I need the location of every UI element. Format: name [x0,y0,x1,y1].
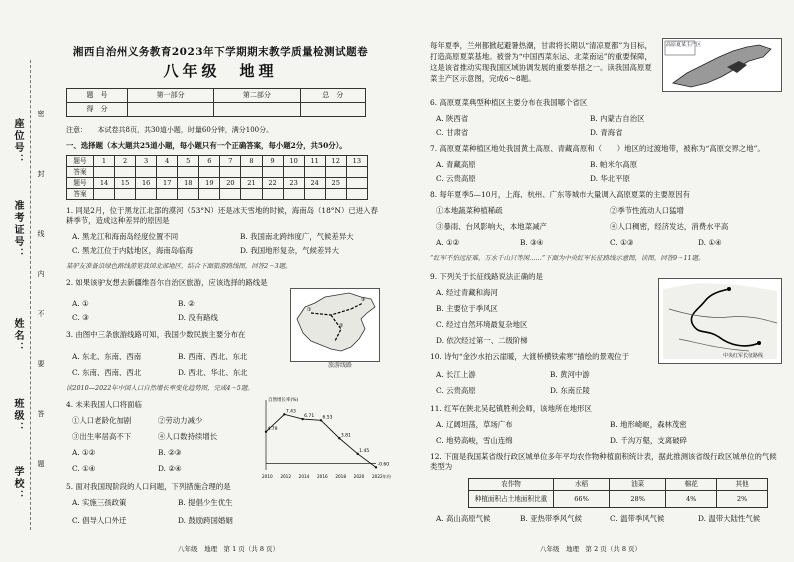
vegetable-region-map [662,38,782,92]
page-footer: 八年级 地理 第 1 页（共 8 页） [178,545,280,553]
answer-cell[interactable] [346,167,367,178]
option-b[interactable]: B. 主要位于季风区 [436,304,498,313]
score-cell: 第一部分 [128,89,214,103]
option-b[interactable]: B. 黄河中游 [550,370,590,379]
series-line [266,414,376,467]
answer-cell[interactable] [220,189,241,200]
question-10: 10. 诗句“金沙水拍云崖暖，大渡桥横铁索寒”描绘的景观位于 [430,352,630,361]
answer-cell[interactable] [241,189,262,200]
data-label: 6.53 [322,415,333,421]
statement-4: ④人口稠密，经济发达，消费水平高 [610,222,729,231]
option-a[interactable]: A. 青藏高原 [436,160,476,169]
name-label: 姓名： [12,318,23,354]
option-d[interactable]: D. 依次经过第一、二级阶梯 [436,336,528,345]
option-d[interactable]: D. 没有路线 [178,313,218,322]
answer-number-cell: 13 [346,156,367,167]
option-b[interactable]: B. 亚热带季风气候 [520,514,582,523]
option-d[interactable]: D. 西北、华北、东北 [178,368,248,377]
china-outline-icon [291,289,379,361]
svg-text:②: ② [339,323,344,329]
option-b[interactable]: B. 提倡少生优生 [178,498,233,507]
score-table [66,88,366,117]
seal-note: 答 [37,410,45,417]
question-6: 6. 高原夏菜典型种植区主要分布在我国哪个省区 [430,98,588,107]
answer-number-cell: 16 [136,178,157,189]
option-b[interactable]: B. ②③ [158,448,182,457]
score-cell: 第二部分 [214,89,300,103]
seal-note: 密 [37,110,45,117]
seal-note: 要 [37,360,45,367]
answer-number-cell: 2 [115,156,136,167]
seal-line [30,60,31,530]
answer-cell[interactable] [304,189,325,200]
answer-number-cell: 23 [283,178,304,189]
option-b[interactable]: B. 内蒙古自治区 [590,114,645,123]
option-c[interactable]: C. ③ [72,313,89,322]
option-a[interactable]: A. 陕西省 [436,114,469,123]
seal-note: 线 [37,230,45,237]
answer-number-cell: 11 [304,156,325,167]
answer-cell[interactable] [325,189,346,200]
answer-number-cell: 21 [241,178,262,189]
option-c[interactable]: C. 东南、西南、西北 [72,368,142,377]
school-label: 学校： [12,466,23,502]
x-tick-label: 2014 [298,474,310,479]
statement-2: ②季节性流动人口猛增 [610,206,684,215]
answer-cell[interactable] [136,167,157,178]
option-d[interactable]: D. 东南丘陵 [550,386,590,395]
answer-cell[interactable] [283,189,304,200]
answer-number-cell: 6 [199,156,220,167]
table-header: 其他 [717,479,768,491]
left-column [58,0,392,562]
option-a[interactable]: A. ①② [436,238,460,247]
answer-number-cell: 12 [325,156,346,167]
question-7: 7. 高原夏菜种植区地处我国黄土高原、青藏高原和（ ）地区的过渡地带，被称为“高原交界之地”。 [430,144,765,153]
seal-note: 不 [37,310,45,317]
option-a[interactable]: A. 黑龙江和海南岛经度位置不同 [72,232,179,241]
question-4: 4. 未来我国人口将面临 [66,400,142,409]
option-b[interactable]: B. ③④ [520,238,544,247]
statement-3: ③暴雨、台风影响大，本地菜减产 [436,222,547,231]
exam-title: 湘西自治州义务教育2023年下学期期末教学质量检测试题卷 [72,46,369,58]
option-c[interactable]: C. 地势高峻，雪山连绵 [436,436,513,445]
option-d[interactable]: D. 我国地形复杂，气候差异大 [240,246,340,255]
answer-number-cell: 19 [199,178,220,189]
data-label: 3.81 [340,433,351,439]
option-d[interactable]: D. 华北平原 [590,174,630,183]
travel-route-map [290,288,380,362]
answer-cell[interactable] [346,189,367,200]
statement-1: ①人口老龄化加剧 [72,416,132,425]
option-b[interactable]: B. 西南、西北、东北 [178,352,248,361]
answer-table [66,155,368,200]
crop-table [468,478,768,508]
x-tick-label: 2020 [353,474,365,479]
option-c[interactable]: C. 甘肃省 [436,128,469,137]
y-axis-label: 自然增长率(%) [268,398,299,403]
answer-cell[interactable] [220,167,241,178]
long-march-map [658,278,782,364]
option-c[interactable]: C. ①④ [72,464,96,473]
x-tick-label: 2022年份 [372,474,392,479]
score-input-cell[interactable] [128,103,214,117]
option-b[interactable]: B. 地形崎岖，森林茂密 [610,420,687,429]
option-d[interactable]: D. 千沟万壑，支离破碎 [610,436,687,445]
answer-cell[interactable] [115,167,136,178]
table-header: 农作物 [469,479,554,491]
statement-2: ②劳动力减少 [158,416,203,425]
population-growth-chart [254,394,392,486]
score-cell: 总 分 [300,89,365,103]
notice-text: 注意： 本试卷共8页，共30道小题，时量60分钟，满分100分。 [66,126,274,134]
answer-cell[interactable] [157,189,178,200]
exam-grade: 八年级 地理 [163,62,278,80]
page-footer: 八年级 地理 第 2 页（共 8 页） [540,545,642,553]
score-cell: 得 分 [67,103,128,117]
answer-cell[interactable] [199,189,220,200]
answer-cell[interactable] [157,167,178,178]
option-d[interactable]: D. ②④ [158,464,182,473]
data-label: 4.79 [267,426,278,432]
right-column [430,0,785,562]
answer-cell[interactable] [115,189,136,200]
question-8: 8. 每年夏季5—10月，上海、杭州、广东等城市大量调入高原夏菜的主要原因有 [430,190,691,199]
question-2: 2. 如果该驴友想去新疆维吾尔自治区旅游，应该选择的路线是 [66,278,268,287]
svg-text:①: ① [307,307,312,313]
score-cell: 题 号 [67,89,128,103]
answer-number-cell: 7 [220,156,241,167]
table-header: 油菜 [610,479,666,491]
answer-number-cell: 8 [241,156,262,167]
seal-note: 题 [37,460,45,467]
answer-cell[interactable] [199,167,220,178]
option-d[interactable]: D. ①④ [698,238,722,247]
question-9: 9. 下列关于长征线路说法正确的是 [430,272,543,281]
answer-number-cell: 24 [304,178,325,189]
answer-number-cell: 题号 [67,156,94,167]
answer-number-cell: 1 [94,156,115,167]
table-cell: 4% [666,491,717,508]
option-b[interactable]: B. ② [178,299,195,308]
option-a[interactable]: A. ① [72,299,89,308]
option-d[interactable]: D. 温带大陆性气候 [698,514,761,523]
map-caption: 旅游线路 [328,362,353,369]
answer-number-cell: 4 [157,156,178,167]
option-c[interactable]: C. 云贵高原 [436,386,476,395]
option-c[interactable]: C. 倡导人口外迁 [72,516,127,525]
option-a[interactable]: A. 实施三孩政策 [72,498,127,507]
seal-note: 内 [37,270,45,277]
answer-number-cell: 20 [220,178,241,189]
answer-number-cell [346,178,367,189]
question-3: 3. 由图中三条旅游线路可知，我国少数民族主要分布在 [66,330,246,339]
data-label: 1.45 [359,448,370,454]
table-header: 棉花 [666,479,717,491]
option-b[interactable]: B. 帕米尔高原 [590,160,638,169]
x-tick-label: 2018 [335,474,347,479]
question-11: 11. 红军在陕北吴起镇胜利会师，该地所在地形区 [430,404,592,413]
answer-cell[interactable] [94,189,115,200]
answer-number-cell: 5 [178,156,199,167]
map-caption: 高原夏菜主产区 [666,42,702,48]
answer-cell[interactable] [262,189,283,200]
option-c[interactable]: C. 黑龙江位于内陆地区，海南岛临海 [72,246,193,255]
table-cell: 2% [717,491,768,508]
option-b[interactable]: B. 我国南北跨纬度广，气候差异大 [240,232,354,241]
answer-number-cell: 题号 [67,178,94,189]
answer-number-cell: 18 [178,178,199,189]
answer-cell: 答案 [67,189,94,200]
option-a[interactable]: A. 高山高原气候 [436,514,491,523]
statement-3: ③出生率居高不下 [72,432,132,441]
option-a[interactable]: A. 长江上游 [436,370,476,379]
data-label: 6.71 [304,414,315,420]
x-tick-label: 2016 [317,474,328,479]
answer-cell[interactable] [178,189,199,200]
answer-number-cell: 3 [136,156,157,167]
table-header: 水稻 [554,479,610,491]
seal-note: 封 [37,170,45,177]
option-d[interactable]: D. 鼓励跨国婚姻 [178,516,233,525]
answer-cell[interactable] [136,189,157,200]
group-hint: 读2010—2022年中国人口自然增长率变化趋势图，完成4～5题。 [66,384,254,392]
table-cell: 66% [554,491,610,508]
answer-number-cell: 14 [94,178,115,189]
option-a[interactable]: A. ①② [72,448,96,457]
seat-number-label: 座位号： [12,118,23,166]
x-tick-label: 2010 [262,474,273,479]
statement-1: ①本地蔬菜种植稀疏 [436,206,503,215]
question-5: 5. 面对我国现阶段的人口问题，下列措施合理的是 [66,482,231,491]
group-hint: “红军不怕远征难，万水千山只等闲……”下面为中央红军长征路线示意图，读图，回答9～11题。 [430,254,705,262]
answer-cell[interactable] [178,167,199,178]
answer-number-cell: 15 [115,178,136,189]
option-a[interactable]: A. 辽阔坦荡，草场广布 [436,420,513,429]
option-a[interactable]: A. 经过青藏和海河 [436,288,498,297]
option-d[interactable]: D. 青海省 [590,128,623,137]
score-input-cell[interactable] [214,103,300,117]
question-12: 12. 下面是我国某省级行政区城单位多年平均农作物种植面积统计表，据此推测该省级行政区城单位的气候类型为 [430,452,777,471]
table-cell: 种植面积占土地面积比重 [469,491,554,508]
option-c[interactable]: C. 云贵高原 [436,174,476,183]
exam-id-label: 准考证号： [12,200,23,260]
option-c[interactable]: C. 温带季风气候 [610,514,665,523]
svg-text:③: ③ [361,297,366,303]
answer-cell[interactable] [241,167,262,178]
statement-4: ④人口数持续增长 [158,432,218,441]
question-1: 1. 同是2月，位于黑龙江北部的漠河（53°N）还是冰天雪地的时候，海南岛（18°N）已进入春耕季节，造成这种差异的原因是 [66,206,378,225]
data-label: -0.60 [377,462,390,468]
answer-number-cell: 10 [283,156,304,167]
answer-number-cell: 9 [262,156,283,167]
section-heading: 一、选择题（本大题共25道小题，每小题只有一个正确答案，每小题2分，共50分）。 [66,141,347,150]
x-tick-label: 2012 [280,474,292,479]
answer-number-cell: 25 [325,178,346,189]
option-c[interactable]: C. 经过自然环境最复杂地区 [436,320,528,329]
binding-strip [0,0,44,562]
group-intro: 每年夏季，兰州都掀起避暑热潮，甘肃将长期以“清凉夏都”为目标，打造高原夏菜基地。被誉为“中国西菜东运、北菜南运”的重要保障，这是该省推动实现我国区域协调发展的重要举措之一。读我国高原夏菜主产区示意图，完成6～8题。 [430,41,652,84]
map-caption: 中央红军长征路线 [723,353,764,359]
answer-number-cell: 22 [262,178,283,189]
score-input-cell[interactable] [300,103,365,117]
answer-cell[interactable] [283,167,304,178]
option-a[interactable]: A. 东北、东南、西南 [72,352,142,361]
answer-cell: 答案 [67,167,94,178]
answer-number-cell: 17 [157,178,178,189]
answer-cell[interactable] [325,167,346,178]
class-label: 班级： [12,398,23,434]
long-march-route-icon [659,279,781,363]
group-hint: 某驴友准备沿绿色路线游览我国北部地区，结合下面旅游路线图，回答2～3题。 [66,262,292,270]
table-cell: 28% [610,491,666,508]
option-c[interactable]: C. ①③ [610,238,634,247]
answer-cell[interactable] [94,167,115,178]
data-label: 7.43 [285,409,296,415]
answer-cell[interactable] [262,167,283,178]
answer-cell[interactable] [304,167,325,178]
